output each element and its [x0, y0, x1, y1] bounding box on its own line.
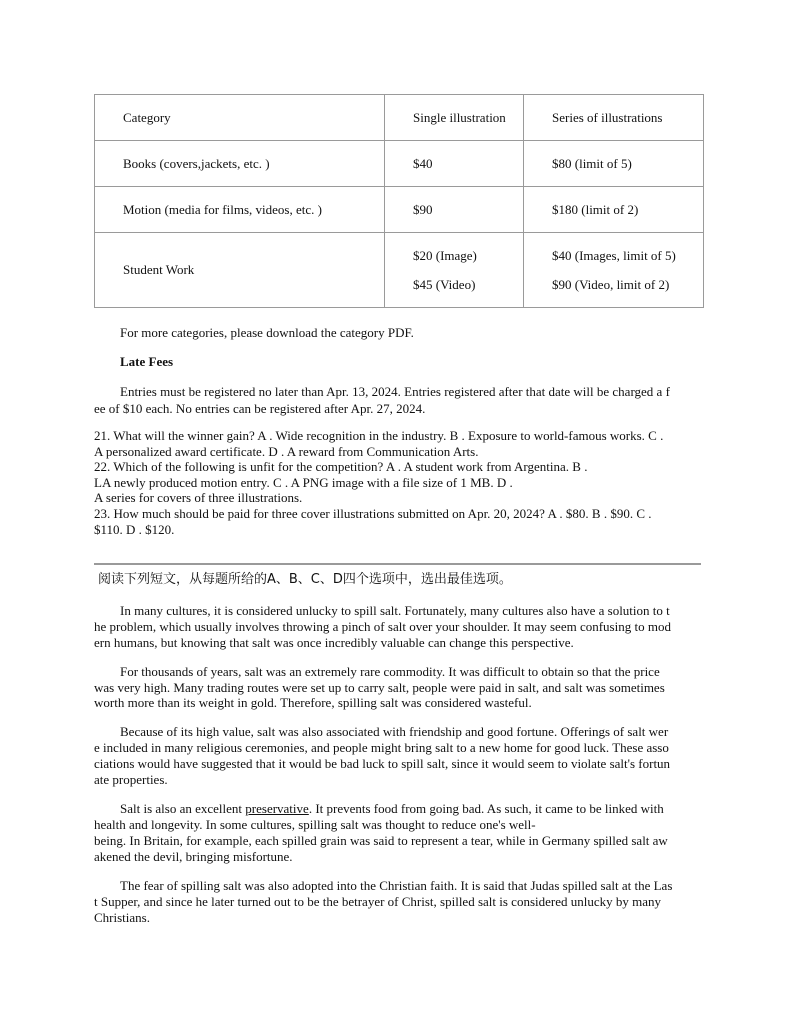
cell-category: Student Work — [95, 233, 385, 308]
table-header-row — [95, 95, 704, 141]
more-categories-text: For more categories, please download the category PDF. — [120, 325, 414, 340]
p1-line-3: ern humans, but knowing that salt was once incredibly valuable can change this perspective. — [94, 635, 574, 650]
cell-series-stack — [524, 233, 704, 308]
p4-text-a: Salt is also an excellent — [120, 801, 246, 816]
question-23-line-2: $110. D . $120. — [94, 522, 175, 537]
table-row — [95, 187, 704, 233]
question-21-line-2: A personalized award certificate. D . A reward from Communication Arts. — [94, 444, 479, 459]
header-series: Series of illustrations — [524, 95, 704, 141]
p5-line-2: t Supper, and since he later turned out to be the betrayer of Christ, spilled salt is considered unlucky by many — [94, 894, 662, 909]
question-23-line-1: 23. How much should be paid for three cover illustrations submitted on Apr. 20, 2024? A . $80. B . $90. C . — [94, 506, 652, 521]
p5-line-3: Christians. — [94, 910, 150, 925]
late-fees-heading: Late Fees — [120, 354, 174, 369]
p3-line-2: e included in many religious ceremonies, and people might bring salt to a new home for good luck. These asso — [94, 740, 669, 755]
p4-line-4: akened the devil, bringing misfortune. — [94, 849, 293, 864]
preservative-word: preservative — [245, 801, 309, 816]
header-single: Single illustration — [385, 95, 524, 141]
header-category: Category — [95, 95, 385, 141]
cell-single: $40 — [385, 141, 524, 187]
cell-series: $80 (limit of 5) — [524, 141, 704, 187]
p3-line-3: ciations would have suggested that it would be bad luck to spill salt, since it would seem to violate salt's fortun — [94, 756, 671, 771]
fee-table — [94, 94, 704, 308]
cell-series: $180 (limit of 2) — [524, 187, 704, 233]
cell-category: Books (covers,jackets, etc. ) — [95, 141, 385, 187]
cell-single-stack — [385, 233, 524, 308]
p4-line-1 — [120, 800, 704, 817]
p4-line-2: health and longevity. In some cultures, spilling salt was thought to reduce one's well- — [94, 817, 536, 832]
p3-line-4: ate properties. — [94, 772, 168, 787]
p4-line-3: being. In Britain, for example, each spilled grain was said to represent a tear, while in Germany spilled salt aw — [94, 833, 668, 848]
p3-line-1: Because of its high value, salt was also associated with friendship and good fortune. Offerings of salt wer — [120, 724, 669, 739]
p5-line-1: The fear of spilling salt was also adopted into the Christian faith. It is said that Judas spilled salt at the Las — [120, 878, 673, 893]
cell-single-video: $45 (Video) — [413, 277, 476, 292]
late-fees-line-1: Entries must be registered no later than Apr. 13, 2024. Entries registered after that date will be charged a f — [120, 384, 670, 399]
section-divider — [94, 563, 701, 565]
p2-line-2: was very high. Many trading routes were set up to carry salt, people were paid in salt, and salt was sometimes — [94, 680, 665, 695]
late-fees-line-2: ee of $10 each. No entries can be registered after Apr. 27, 2024. — [94, 401, 426, 416]
cell-series-video: $90 (Video, limit of 2) — [552, 277, 670, 292]
reading-instruction: 阅读下列短文，从每题所给的A、B、C、D四个选项中，选出最佳选项。 — [98, 572, 512, 587]
p2-line-3: worth more than its weight in gold. Therefore, spilling salt was considered wasteful. — [94, 695, 532, 710]
question-21-line-1: 21. What will the winner gain? A . Wide recognition in the industry. B . Exposure to world-famous works. C . — [94, 428, 664, 443]
p2-line-1: For thousands of years, salt was an extremely rare commodity. It was difficult to obtain so that the price — [120, 664, 660, 679]
table-row-student — [95, 233, 704, 308]
question-22-line-3: A series for covers of three illustrations. — [94, 490, 303, 505]
cell-single-image: $20 (Image) — [413, 248, 477, 263]
p4-text-b: . It prevents food from going bad. As such, it came to be linked with — [308, 801, 664, 816]
question-22-line-2: LA newly produced motion entry. C . A PNG image with a file size of 1 MB. D . — [94, 475, 513, 490]
p1-line-2: he problem, which usually involves throwing a pinch of salt over your shoulder. It may seem confusing to mod — [94, 619, 671, 634]
cell-category: Motion (media for films, videos, etc. ) — [95, 187, 385, 233]
p1-line-1: In many cultures, it is considered unlucky to spill salt. Fortunately, many cultures also have a solution to t — [120, 603, 670, 618]
table-row — [95, 141, 704, 187]
cell-single: $90 — [385, 187, 524, 233]
question-22-line-1: 22. Which of the following is unfit for the competition? A . A student work from Argentina. B . — [94, 459, 588, 474]
cell-series-image: $40 (Images, limit of 5) — [552, 248, 676, 263]
